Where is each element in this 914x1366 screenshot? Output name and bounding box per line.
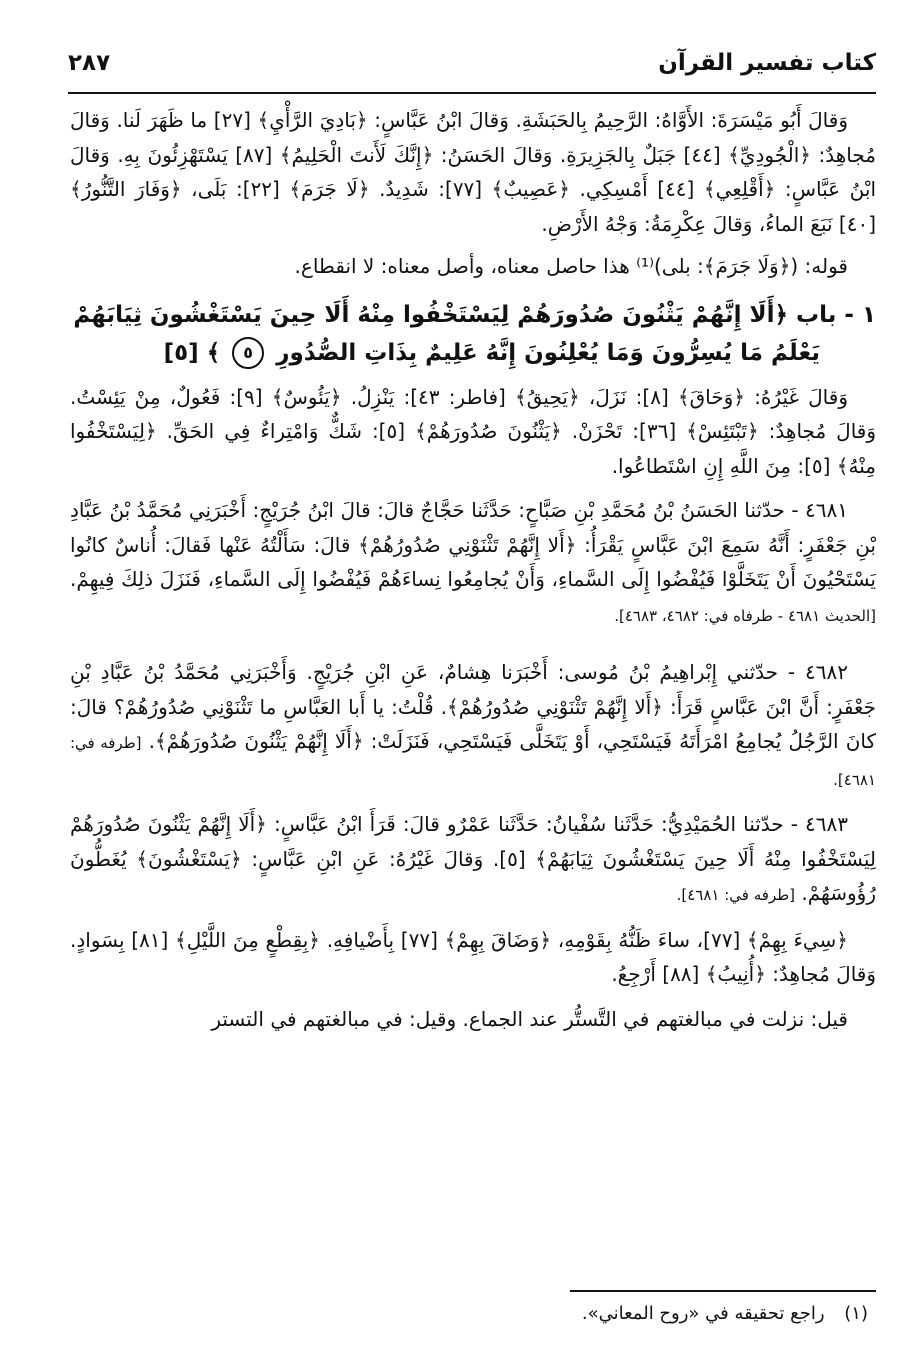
paragraph-note: قوله: (﴿وَلَا جَرَمَ﴾: بلى)⁽¹⁾ هذا حاصل معناه، وأصل معناه: لا انقطاع. [294,254,848,278]
hadith-4683 [70,807,876,913]
hadith-4681 [70,493,876,633]
hadith-4682 [70,655,876,797]
chapter-heading-line-1: ١ - باب ﴿أَلَا إِنَّهُمْ يَثْنُونَ صُدُورَهُمْ لِيَسْتَخْفُوا مِنْهُ أَلَا حِينَ يَسْتَغْشُونَ ثِيَابَهُمْ [73,301,876,328]
footnote [70,1300,868,1328]
paragraph-commentary-3: ﴿سِيءَ بِهِمْ﴾ [٧٧]، ساءَ ظَنُّهُ بِقَوْمِهِ، ﴿وَضَاقَ بِهِمْ﴾ [٧٧] بِأَضْيافِهِ. ﴿بِقِطْعٍ مِنَ اللَّيْلِ﴾ [٨١] بِسَوادٍ. وَقالَ مُجاهِدٌ: ﴿أُنِيبُ﴾ [٨٨] أَرْجِعُ. [70,927,876,986]
chapter-verse-ref: ﴾ [٥] [163,339,221,366]
paragraph-commentary-2: وَقالَ غَيْرُهُ: ﴿وَحَاقَ﴾ [٨]: نَزَلَ، ﴿يَحِيقُ﴾ [فاطر: ٤٣]: يَنْزِلُ. ﴿يَئُوسٌ﴾ [٩]: فَعُولٌ، مِنْ يَئِسْتُ. وَقالَ مُجاهِدٌ: ﴿تَبْتَئِسْ﴾ [٣٦]: تَحْزَنْ. ﴿يَثْنُونَ صُدُورَهُمْ﴾ [٥]: شَكٌّ وَامْتِراءٌ فِي الحَقِّ. ﴿لِيَسْتَخْفُوا مِنْهُ﴾ [٥]: مِنَ اللَّهِ إِنِ اسْتَطاعُوا. [70,384,877,478]
hadith-4682-ref: [طرفه في: ٤٦٨١]. [70,734,876,789]
hadith-4681-text: ٤٦٨١ - حدّثنا الحَسَنُ بْنُ مُحَمَّدِ بْنِ صَبَّاحٍ: حَدَّثَنا حَجَّاجٌ قالَ: قالَ ابْنُ جُرَيْجٍ: أَخْبَرَنِي مُحَمَّدُ بْنُ عَبَّادِ بْنِ جَعْفَرٍ: أَنَّهُ سَمِعَ ابْنَ عَبَّاسٍ يَقْرَأُ: ﴿أَلا إِنَّهُمْ تَثْنَوْنِي صُدُورُهُمْ﴾ قالَ: سَأَلْتُهُ عَنْها فَقالَ: أُناسٌ كانُوا يَسْتَحْيُونَ أَنْ يَتَخَلَّوْا فَيُفْضُوا إِلَى السَّماءِ، وَأَنْ يُجامِعُوا نِساءَهُمْ فَيُفْضُوا إِلَى السَّماءِ، فَنَزَلَ ذلِكَ فِيهِمْ. [70,498,876,591]
hadith-4681-ref: [الحديث ٤٦٨١ - طرفاه في: ٤٦٨٢، ٤٦٨٣]. [614,606,876,625]
hadith-4683-text: ٤٦٨٣ - حدّثنا الحُمَيْدِيُّ: حَدَّثَنا سُفْيانُ: حَدَّثَنا عَمْرٌو قالَ: قَرَأَ ابْنُ عَبَّاسٍ: ﴿أَلَا إِنَّهُمْ يَثْنُونَ صُدُورَهُمْ لِيَسْتَخْفُوا مِنْهُ أَلَا حِينَ يَسْتَغْشُونَ ثِيَابَهُمْ﴾ [٥]. وَقالَ غَيْرُهُ: عَنِ ابْنِ عَبَّاسٍ: ﴿يَسْتَغْشُونَ﴾ يُغَطُّونَ رُؤُوسَهُمْ. [70,812,876,905]
page-header [68,42,876,92]
chapter-heading [70,296,876,372]
footnote-divider [570,1290,876,1292]
spacer [70,633,876,645]
footnote-number: (١) [844,1303,868,1324]
paragraph-commentary-4: قيل: نزلت في مبالغتهم في التَّستُّر عند الجماع. وقيل: في مبالغتهم في التستر [211,1006,848,1031]
running-title: كتاب تفسير القرآن [658,50,876,76]
hadith-4683-ref: [طرفه في: ٤٦٨١]. [676,886,796,904]
header-divider [68,92,876,94]
verse-end-marker-icon: ٥ [232,337,264,369]
paragraph-commentary-1: وَقالَ أَبُو مَيْسَرَةَ: الأَوَّاهُ: الرَّحِيمُ بِالحَبَشَةِ. وَقالَ ابْنُ عَبَّاسٍ: ﴿بَادِيَ الرَّأْيِ﴾ [٢٧] ما ظَهَرَ لَنا. وَقالَ مُجاهِدٌ: ﴿الْجُودِيِّ﴾ [٤٤] جَبَلٌ بِالجَزِيرَةِ. وَقالَ الحَسَنُ: ﴿إِنَّكَ لَأَنتَ الْحَلِيمُ﴾ [٨٧] يَسْتَهْزِئُونَ بِهِ. وَقالَ ابْنُ عَبَّاسٍ: ﴿أَقْلِعِي﴾ [٤٤] أَمْسِكِي. ﴿عَصِيبٌ﴾ [٧٧]: شَدِيدٌ. ﴿لَا جَرَمَ﴾ [٢٢]: بَلَى، ﴿وَفَارَ التَّنُّورُ﴾ [٤٠] نَبَعَ الماءُ، وَقالَ عِكْرِمَةُ: وَجْهُ الأَرْضِ. [70,108,876,236]
chapter-heading-line-2 [70,334,876,372]
footnote-text: راجع تحقيقه في «روح المعاني». [581,1303,825,1324]
page-number: ٢٨٧ [68,50,111,76]
chapter-heading-line-2-text: يَعْلَمُ مَا يُسِرُّونَ وَمَا يُعْلِنُونَ إِنَّهُ عَلِيمٌ بِذَاتِ الصُّدُورِ [276,339,820,366]
hadith-4682-text: ٤٦٨٢ - حدّثني إِبْراهِيمُ بْنُ مُوسى: أَخْبَرَنا هِشامٌ، عَنِ ابْنِ جُرَيْجٍ. وَأَخْبَرَنِي مُحَمَّدُ بْنُ عَبَّادِ بْنِ جَعْفَرٍ: أَنَّ ابْنَ عَبَّاسٍ قَرَأَ: ﴿أَلا إِنَّهُمْ تَثْنَوْنِي صُدُورُهُمْ﴾. قُلْتُ: يا أَبا العَبَّاسِ ما تَثْنَوْنِي صُدُورُهُمْ؟ قالَ: كانَ الرَّجُلُ يُجامِعُ امْرَأَتَهُ فَيَسْتَحِي، أَوْ يَتَخَلَّى فَيَسْتَحِي، فَنَزَلَتْ: ﴿أَلَا إِنَّهُمْ يَثْنُونَ صُدُورَهُمْ﴾. [70,660,876,753]
main-text [70,103,876,1036]
